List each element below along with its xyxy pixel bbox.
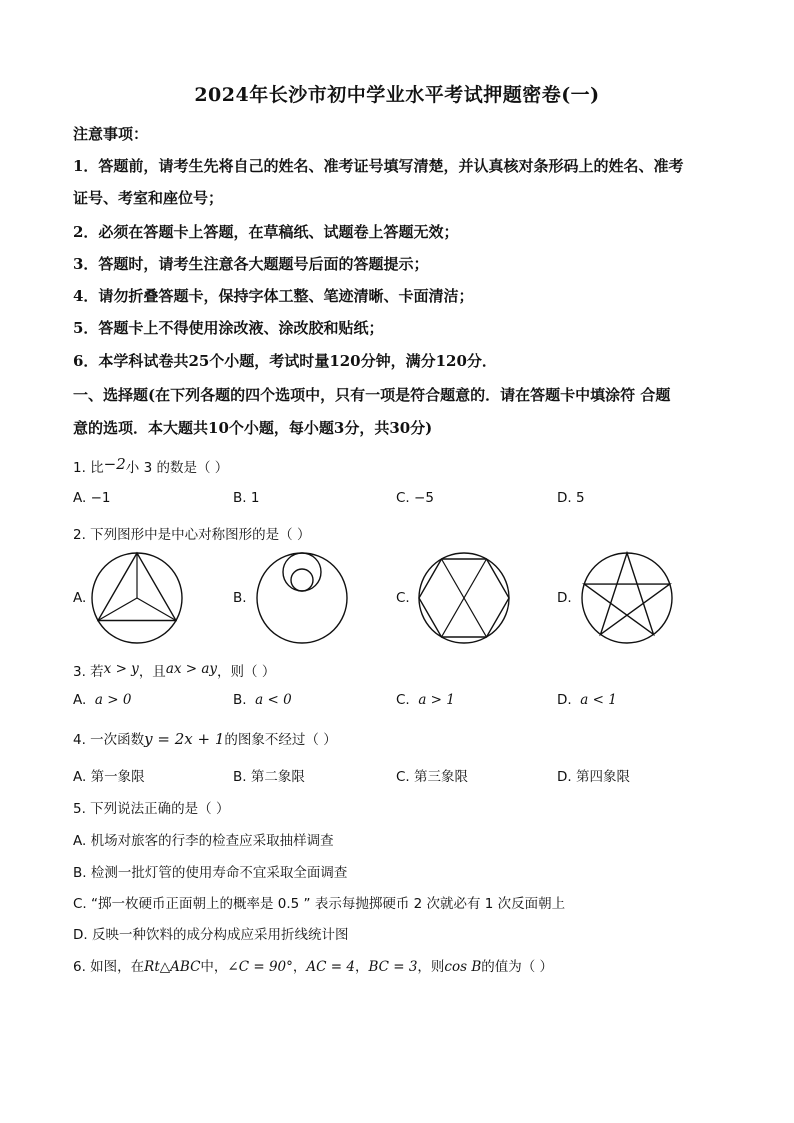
q4-text-b: 的图象不经过（ ）: [224, 732, 337, 748]
q3-option-letter: A.: [73, 692, 87, 708]
q3-option-math: a < 1: [580, 692, 617, 708]
q3-option-math: a < 0: [255, 692, 292, 708]
q1-option-c[interactable]: C. −5: [396, 490, 434, 506]
q4-option-c[interactable]: C. 第三象限: [396, 769, 469, 785]
q6-math-5: cos B: [444, 959, 482, 975]
q1-math: −2: [103, 455, 126, 473]
question-6-stem: [73, 955, 553, 975]
q6-text-e: ，则: [417, 959, 445, 975]
q6-math-2: ∠C = 90°: [227, 959, 293, 975]
q3-option-c[interactable]: [396, 692, 455, 708]
q1-text-b: 小 3 的数是（ ）: [125, 460, 229, 476]
q2-figure-c-hexagon[interactable]: [415, 549, 513, 647]
q3-option-a[interactable]: [73, 692, 131, 708]
q6-text-a: 6. 如图，在: [73, 959, 145, 975]
q3-math-2: ax > ay: [165, 661, 218, 677]
note-item: 4．请勿折叠答题卡，保持字体工整、笔迹清晰、卡面清洁；: [73, 287, 474, 305]
q4-text-a: 4. 一次函数: [73, 732, 145, 748]
q1-text-a: 1. 比: [73, 460, 104, 476]
section-heading-cont: 意的选项．本大题共10个小题，每小题3分，共30分): [73, 419, 433, 437]
q3-option-b[interactable]: [233, 692, 292, 708]
q3-text-c: ，则（ ）: [217, 664, 276, 680]
note-item: 5．答题卡上不得使用涂改液、涂改胶和贴纸；: [73, 319, 384, 337]
q3-option-letter: D.: [557, 692, 572, 708]
note-item: 1．答题前，请考生先将自己的姓名、准考证号填写清楚，并认真核对条形码上的姓名、准考: [73, 157, 684, 175]
notes-heading: 注意事项：: [73, 125, 149, 143]
question-5-stem: 5. 下列说法正确的是（ ）: [73, 801, 230, 817]
q4-option-d[interactable]: D. 第四象限: [557, 769, 630, 785]
q2-label-b[interactable]: B.: [233, 590, 247, 606]
q3-option-d[interactable]: [557, 692, 617, 708]
q2-label-d[interactable]: D.: [557, 590, 572, 606]
q2-figure-d-star[interactable]: [578, 549, 676, 647]
q6-text-d: ，: [354, 959, 369, 975]
question-3-stem: [73, 660, 275, 680]
q4-option-b[interactable]: B. 第二象限: [233, 769, 305, 785]
q1-option-a[interactable]: A. −1: [73, 490, 111, 506]
page-title: 2024年长沙市初中学业水平考试押题密卷(一): [194, 84, 600, 106]
question-4-stem: [73, 728, 337, 748]
q6-text-c: ，: [292, 959, 307, 975]
q1-option-d[interactable]: D. 5: [557, 490, 585, 506]
q6-math-3: AC = 4: [306, 959, 355, 975]
q3-text-a: 3. 若: [73, 664, 104, 680]
note-item: 6．本学科试卷共25个小题，考试时量120分钟，满分120分．: [73, 352, 497, 370]
q4-math: y = 2x + 1: [144, 730, 225, 748]
q3-option-letter: B.: [233, 692, 247, 708]
q1-option-b[interactable]: B. 1: [233, 490, 260, 506]
q6-text-f: 的值为（ ）: [481, 959, 554, 975]
q5-option-a[interactable]: A. 机场对旅客的行李的检查应采取抽样调查: [73, 833, 334, 849]
q5-option-d[interactable]: D. 反映一种饮料的成分构成应采用折线统计图: [73, 927, 349, 943]
q2-figure-b-nested-circles[interactable]: [253, 549, 351, 647]
q3-option-math: a > 0: [94, 692, 132, 708]
q6-math-1: Rt△ABC: [144, 959, 201, 975]
q3-math-1: x > y: [103, 661, 139, 677]
q2-figure-a-circle-triangle[interactable]: [88, 549, 186, 647]
question-1-stem: [73, 456, 228, 476]
q2-label-a[interactable]: A.: [73, 590, 87, 606]
question-2-stem: 2. 下列图形中是中心对称图形的是（ ）: [73, 527, 311, 543]
q3-text-b: ，且: [138, 664, 166, 680]
note-item: 2．必须在答题卡上答题，在草稿纸、试题卷上答题无效；: [73, 223, 459, 241]
q5-option-b[interactable]: B. 检测一批灯管的使用寿命不宜采取全面调查: [73, 865, 348, 881]
note-item: 证号、考室和座位号；: [73, 189, 224, 207]
q4-option-a[interactable]: A. 第一象限: [73, 769, 145, 785]
q6-math-4: BC = 3: [368, 959, 418, 975]
q3-option-letter: C.: [396, 692, 410, 708]
note-item: 3．答题时，请考生注意各大题题号后面的答题提示；: [73, 255, 429, 273]
q5-option-c[interactable]: C. “掷一枚硬币正面朝上的概率是 0.5 ” 表示每抛掷硬币 2 次就必有 1 次反面朝上: [73, 896, 566, 912]
q6-text-b: 中，: [200, 959, 228, 975]
q2-label-c[interactable]: C.: [396, 590, 410, 606]
q3-option-math: a > 1: [418, 692, 455, 708]
section-heading: 一、选择题(在下列各题的四个选项中，只有一项是符合题意的．请在答题卡中填涂符 合题: [73, 386, 671, 404]
